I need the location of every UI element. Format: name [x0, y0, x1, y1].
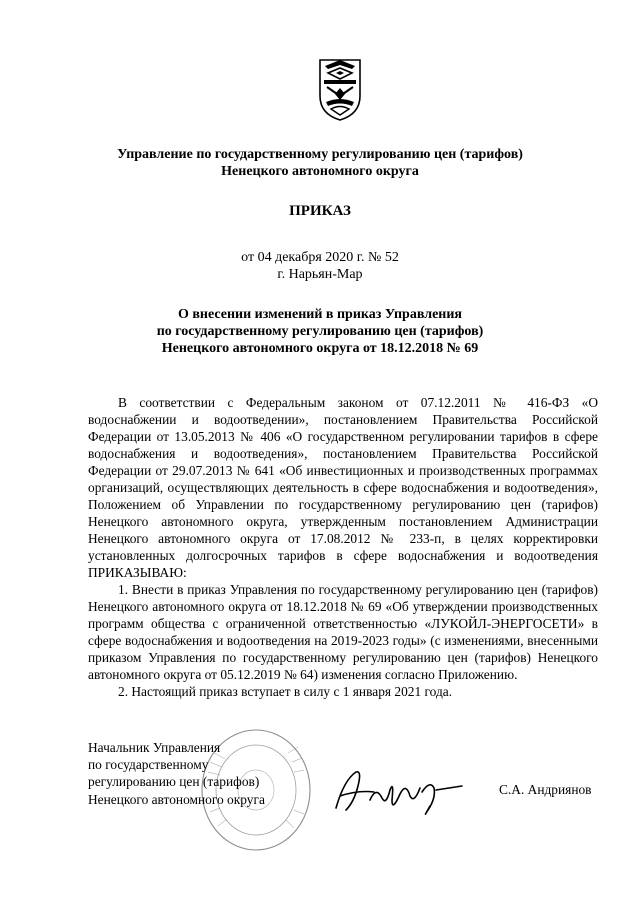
position-line3: регулированию цен (тарифов) — [88, 774, 260, 790]
preamble-paragraph: В соответствии с Федеральным законом от 07.12.2011 № 416-ФЗ «О водоснабжении и водоотведении», постановлением Правительства Российской Федерации от 13.05.2013 № 406 «О государственном регулировании тарифов в сфере водоснабжения и водоотведения», постановлением Правительства Российской Федерации от 29.07.2013 № 641 «Об инвестиционных и производственных программах организаций, осуществляющих деятельность в сфере водоснабжения и водоотведения», Положением об Управлении по государственному регулированию цен (тарифов) Ненецкого автономного округа, утвержденным постановлением Администрации Ненецкого автономного округа от 17.08.2012 № 233-п, в целях корректировки установленных долгосрочных тарифов в сфере водоснабжения и водоотведения ПРИКАЗЫВАЮ: — [88, 395, 598, 580]
signatory-position — [88, 739, 265, 808]
signer-name: С.А. Андриянов — [499, 782, 592, 797]
agency-name-line1: Управление по государственному регулированию цен (тарифов) — [117, 147, 523, 162]
order-meta — [0, 249, 640, 283]
subject-line2: по государственному регулированию цен (тарифов) — [156, 324, 484, 339]
subject-line3: Ненецкого автономного округа от 18.12.2018 № 69 — [161, 341, 479, 356]
order-body — [88, 394, 598, 700]
agency-name — [0, 146, 640, 180]
document-type: ПРИКАЗ — [289, 203, 351, 219]
order-item-1: 1. Внести в приказ Управления по государственному регулированию цен (тарифов) Ненецкого автономного округа от 18.12.2018 № 69 «Об утверждении производственных программ общества с ограниченной ответственностью «ЛУКОЙЛ-ЭНЕРГОСЕТИ» в сфере водоснабжения и водоотведения на 2019-2023 годы» (с изменениями, внесенными приказом Управления по государственному регулированию цен (тарифов) Ненецкого автономного округа от 05.12.2019 № 64) изменения согласно Приложению. — [88, 582, 598, 682]
order-date-number: от 04 декабря 2020 г. № 52 — [241, 250, 399, 265]
agency-name-line2: Ненецкого автономного округа — [221, 164, 419, 179]
order-item-2: 2. Настоящий приказ вступает в силу с 1 января 2021 года. — [118, 684, 453, 699]
position-line2: по государственному — [88, 757, 209, 773]
handwritten-signature — [330, 760, 466, 824]
subject-line1: О внесении изменений в приказ Управления — [177, 307, 462, 322]
position-line1: Начальник Управления — [88, 740, 221, 755]
order-city: г. Нарьян-Мар — [277, 267, 363, 282]
coat-of-arms-icon — [317, 58, 363, 122]
position-line4: Ненецкого автономного округа — [88, 791, 265, 807]
order-subject — [0, 306, 640, 357]
